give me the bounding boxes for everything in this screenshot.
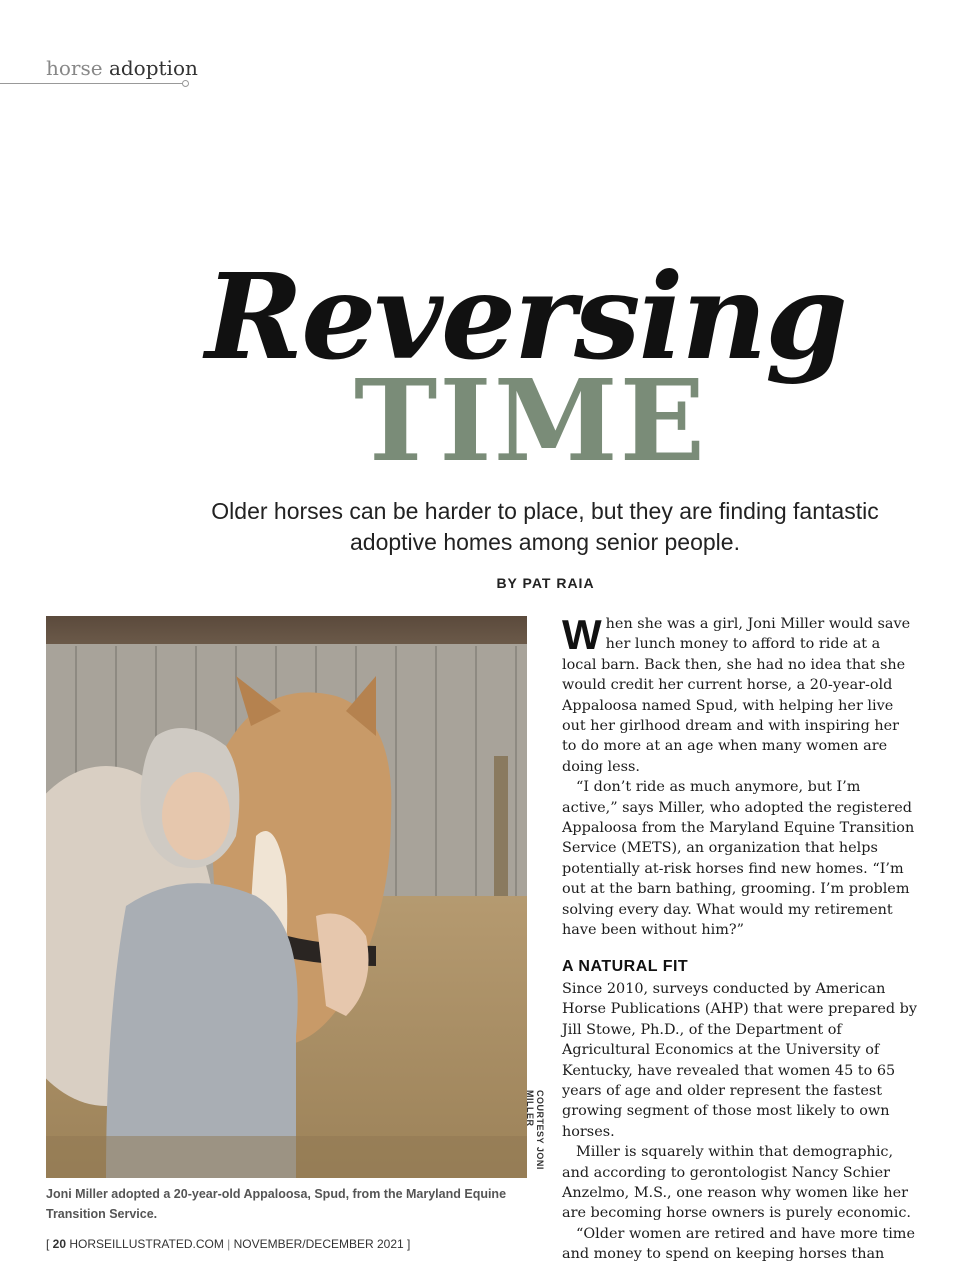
photo-credit: COURTESY JONI MILLER <box>525 1090 545 1170</box>
page-footer <box>46 1237 410 1251</box>
article-body <box>562 611 918 1265</box>
section-rule-dot <box>182 80 189 87</box>
deck: Older horses can be harder to place, but they are finding fantastic adoptive homes among senior people. <box>211 498 879 555</box>
body-paragraph-5: “Older women are retired and have more time and money to spend on keeping horses than <box>562 1225 915 1263</box>
body-paragraph-2: “I don’t ride as much anymore, but I’m active,” says Miller, who adopted the registered Appaloosa from the Maryland Equine Transition Service (METS), an organization that helps potentially at-risk horses find new homes. “I’m out at the barn bathing, grooming. I’m problem solving every day. What would my retirement have been without him?” <box>562 779 915 939</box>
drop-cap: W <box>562 611 602 658</box>
photo-caption: Joni Miller adopted a 20-year-old Appaloosa, Spud, from the Maryland Equine Transition Service. <box>46 1187 507 1221</box>
headline-line2: TIME <box>353 356 708 487</box>
footer-site: HORSEILLUSTRATED.COM <box>66 1237 228 1251</box>
byline: BY PAT RAIA <box>496 575 595 591</box>
body-paragraph-3: Since 2010, surveys conducted by American Horse Publications (AHP) that were prepared by Jill Stowe, Ph.D., of the Department of Agricultural Economics at the University of Kentucky, have revealed that women 45 to 65 years of age and older represent the fastest growing segment of those most likely to own horses. <box>562 980 917 1140</box>
headline-line1: Reversing <box>205 247 846 386</box>
page-number: 20 <box>52 1237 67 1251</box>
body-paragraph-1 <box>562 611 918 777</box>
section-rule <box>0 83 186 84</box>
section-tag <box>46 56 198 80</box>
article-photo <box>46 616 527 1178</box>
footer-issue: NOVEMBER/DECEMBER 2021 ] <box>230 1237 411 1251</box>
body-paragraph-4: Miller is squarely within that demographic, and according to gerontologist Nancy Schier Anzelmo, M.S., one reason why women like her are becoming horse owners is purely economic. <box>562 1144 911 1222</box>
subhead: A NATURAL FIT <box>562 957 689 975</box>
section-tag-dark: adoption <box>108 56 198 80</box>
photo-illustration <box>46 616 527 1178</box>
body-paragraph-1-text: hen she was a girl, Joni Miller would save her lunch money to afford to ride at a local barn. Back then, she had no idea that she would credit her current horse, a 20-year-old Appaloosa named Spud, with helping her live out her girlhood dream and with inspiring her to do more at an age when many women are doing less. <box>562 616 911 775</box>
footer-open: [ <box>46 1237 53 1251</box>
section-tag-light: horse <box>46 56 103 80</box>
footer-separator: | <box>227 1237 231 1251</box>
